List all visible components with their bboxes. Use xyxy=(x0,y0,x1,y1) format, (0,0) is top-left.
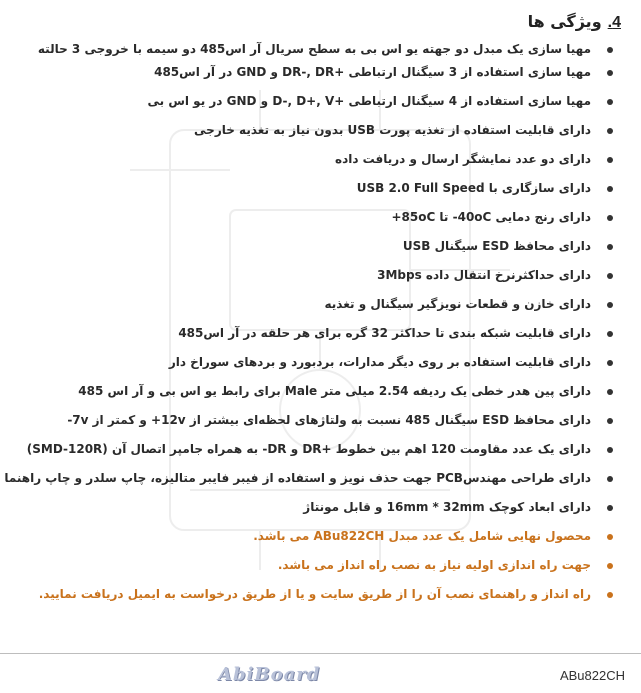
feature-item: دارای ابعاد کوچک 16mm * 32mm و قابل مونتاژ xyxy=(0,500,617,515)
feature-item: دارای قابلیت استفاده بر روی دیگر مدارات، بردبورد و بردهای سوراخ دار xyxy=(0,355,617,370)
feature-item: دارای محافظ ESD سیگنال 485 نسبت به ولتاژهای لحظه‌ای بیشتر از 12v+ و کمتر از 7v- xyxy=(0,413,617,428)
feature-item: دارای طراحی مهندسPCB جهت حذف نویز و استفاده از فیبر فایبر متالیزه، چاپ سلدر و چاپ راهنما xyxy=(0,471,617,486)
section-heading xyxy=(528,12,621,32)
feature-item: مهیا سازی استفاده از 3 سیگنال ارتباطی +DR-, DR و GND در آر اس485 xyxy=(0,65,617,80)
feature-item: دارای سازگاری با USB 2.0 Full Speed xyxy=(0,181,617,196)
footer-divider xyxy=(0,653,641,654)
feature-item: دارای رنج دمایی 40oC- تا 85oC+ xyxy=(0,210,617,225)
note-item: محصول نهایی شامل یک عدد مبدل ABu822CH می باشد. xyxy=(0,529,617,544)
feature-item: مهیا سازی یک مبدل دو جهته یو اس بی به سطح سریال آر اس485 دو سیمه با خروجی 3 حالته xyxy=(0,42,617,57)
feature-item: مهیا سازی استفاده از 4 سیگنال ارتباطی +D-, D+, V و GND در یو اس بی xyxy=(0,94,617,109)
section-number: 4. xyxy=(607,14,621,31)
feature-item: دارای پین هدر خطی یک ردیفه 2.54 میلی متر Male برای رابط یو اس بی و آر اس 485 xyxy=(0,384,617,399)
section-title: ویژگی ها xyxy=(527,12,602,31)
brand-logo: AbiBoard xyxy=(218,664,321,685)
feature-item: دارای خازن و قطعات نویزگیر سیگنال و تغذیه xyxy=(0,297,617,312)
feature-item: دارای قابلیت استفاده از تغذیه پورت USB بدون نیاز به تغذیه خارجی xyxy=(0,123,617,138)
note-item: جهت راه اندازی اولیه نیاز به نصب راه انداز می باشد. xyxy=(0,558,617,573)
feature-item: دارای قابلیت شبکه بندی تا حداکثر 32 گره برای هر حلقه در آر اس485 xyxy=(0,326,617,341)
feature-item: دارای یک عدد مقاومت 120 اهم بین خطوط +DR و DR- به همراه جامپر اتصال آن (SMD-120R) xyxy=(0,442,617,457)
feature-item: دارای محافظ ESD سیگنال USB xyxy=(0,239,617,254)
note-item: راه انداز و راهنمای نصب آن را از طریق سایت و یا از طریق درخواست به ایمیل دریافت نمایید. xyxy=(0,587,617,602)
feature-list xyxy=(0,42,617,616)
feature-item: دارای حداکثرنرخ انتقال داده 3Mbps xyxy=(0,268,617,283)
model-name: ABu822CH xyxy=(559,668,625,683)
feature-item: دارای دو عدد نمایشگر ارسال و دریافت داده xyxy=(0,152,617,167)
